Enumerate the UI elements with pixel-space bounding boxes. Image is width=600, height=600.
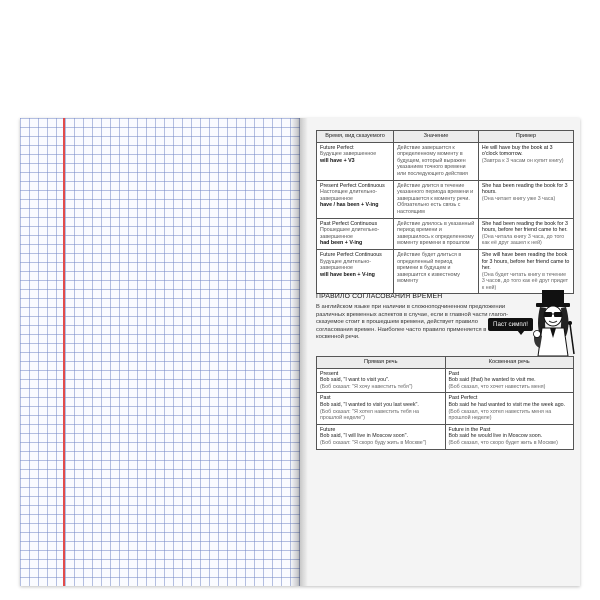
reference-page: [300, 118, 580, 586]
tense-formula: will have + V3: [320, 157, 355, 164]
meaning-cell: Действие длится в течение указанного периода времени и завершается к моменту речи. Обязательно есть связь с настоящим: [394, 180, 479, 218]
tense-name-ru: Будущее длительно-завершенное: [320, 258, 371, 272]
tense-cell: [317, 180, 394, 218]
header-indirect: Косвенная речь: [445, 357, 574, 369]
tense-tag: Future in the Past: [448, 426, 491, 433]
tense-name-ru: Прошедшее длительно-завершенное: [320, 227, 380, 240]
direct-cell: [317, 424, 446, 449]
indirect-cell: [445, 424, 574, 449]
indirect-cell: [445, 393, 574, 424]
sentence-en: Bob said, "I want to visit you".: [320, 377, 390, 384]
speech-table-header: [317, 357, 574, 369]
tense-name: Future Perfect Continuous: [320, 251, 382, 258]
sentence-en: Bob said (that) he wanted to visit me.: [448, 377, 536, 384]
tense-cell: [317, 249, 394, 294]
sentence-ru: (Боб сказал, что скоро будет жить в Москве): [448, 439, 558, 446]
cartoon-character-illustration: [528, 288, 580, 356]
rule-title: ПРАВИЛО СОГЛАСОВАНИЯ ВРЕМЕН: [316, 293, 443, 300]
tense-formula: have / has been + V-ing: [320, 202, 379, 209]
example-en: She will have been reading the book for 3 hours, before her friend came to her.: [481, 251, 570, 272]
tense-name: Present Perfect Continuous: [320, 182, 385, 189]
tense-tag: Past: [320, 395, 331, 402]
example-cell: [478, 218, 573, 249]
sentence-ru: (Боб сказал, что хотел навестить меня на прошлой неделе): [448, 408, 552, 422]
example-cell: [478, 180, 573, 218]
example-cell: [478, 142, 573, 180]
indirect-cell: [445, 368, 574, 393]
sentence-en: Bob said he would live in Moscow soon.: [448, 433, 543, 440]
tense-cell: [317, 142, 394, 180]
meaning-cell: Действие длилось в указанный период времени и завершилось к определенному моменту времени в прошлом: [394, 218, 479, 249]
example-en: She has been reading the book for 3 hours.: [481, 182, 568, 196]
speech-table: [316, 356, 574, 450]
direct-cell: [317, 393, 446, 424]
table-row: [317, 218, 574, 249]
example-en: She had been reading the book for 3 hours, before her friend came to her.: [481, 220, 568, 234]
table-row: [317, 142, 574, 180]
meaning-cell: Действие будет длиться в определенный период времени в будущем и завершится к известному моменту: [394, 249, 479, 294]
speech-bubble: Паст симпл!: [488, 318, 533, 331]
tense-formula: had been + V-ing: [320, 240, 363, 247]
tense-table-header: [317, 131, 574, 143]
graph-paper-page: [20, 118, 300, 586]
table-row: [317, 368, 574, 393]
sentence-en: Bob said he had wanted to visit me the week ago.: [448, 401, 566, 408]
sentence-ru: (Боб сказал: "Я скоро буду жить в Москве"): [320, 439, 427, 446]
header-meaning: Значение: [394, 131, 479, 143]
table-row: [317, 424, 574, 449]
tense-name: Future Perfect: [320, 144, 354, 151]
tense-tag: Past Perfect: [448, 395, 478, 402]
tense-tag: Past: [448, 370, 460, 377]
header-example: Пример: [478, 131, 573, 143]
sentence-en: Bob said, "I will live in Moscow soon".: [320, 433, 408, 440]
example-ru: (Она будет читать книгу в течение 3 часов, до того как её друг придет к ней): [481, 271, 569, 291]
sentence-ru: (Боб сказал, что хочет навестить меня): [448, 383, 546, 390]
tense-cell: [317, 218, 394, 249]
meaning-cell: Действие завершится к определенному моменту в будущем, который выражен указанием точного времени или последующего действия: [394, 142, 479, 180]
example-en: He will have buy the book at 3 o'clock tomorrow.: [481, 144, 553, 158]
rule-text: В английском языке при наличии в сложноподчиненном предложении различных временных аспектов в случае, если в главной части глагол-сказуемое стоит в прошедшем времени, действует правило согласования времен. Наиболее часто правило применяется в косвенной речи.: [316, 304, 509, 341]
table-row: [317, 180, 574, 218]
margin-line: [63, 118, 65, 586]
example-ru: (Завтра к 3 часам он купит книгу): [481, 157, 564, 164]
tense-name: Past Perfect Continuous: [320, 220, 378, 227]
example-ru: (Она читала книгу 3 часа, до того как её друг зашел к ней): [481, 233, 565, 247]
spine-shadow-right: [300, 118, 308, 586]
direct-cell: [317, 368, 446, 393]
sentence-ru: (Боб сказал: "Я хочу навестить тебя"): [320, 383, 413, 390]
header-tense: Время, вид сказуемого: [317, 131, 394, 143]
tense-table: [316, 130, 574, 294]
tense-formula: will have been + V-ing: [320, 271, 375, 278]
header-direct: Прямая речь: [317, 357, 446, 369]
sentence-en: Bob said, "I wanted to visit you last week".: [320, 401, 419, 408]
tense-tag: Present: [320, 370, 339, 377]
tense-tag: Future: [320, 426, 336, 433]
example-ru: (Она читает книгу уже 3 часа): [481, 195, 556, 202]
sentence-ru: (Боб сказал: "Я хотел навестить тебя на прошлой неделе"): [320, 408, 420, 422]
tense-name-ru: Настоящее длительно-завершенное: [320, 189, 378, 202]
tense-name-ru: Будущее завершенное: [320, 151, 377, 158]
spine-shadow: [290, 118, 300, 586]
table-row: [317, 393, 574, 424]
